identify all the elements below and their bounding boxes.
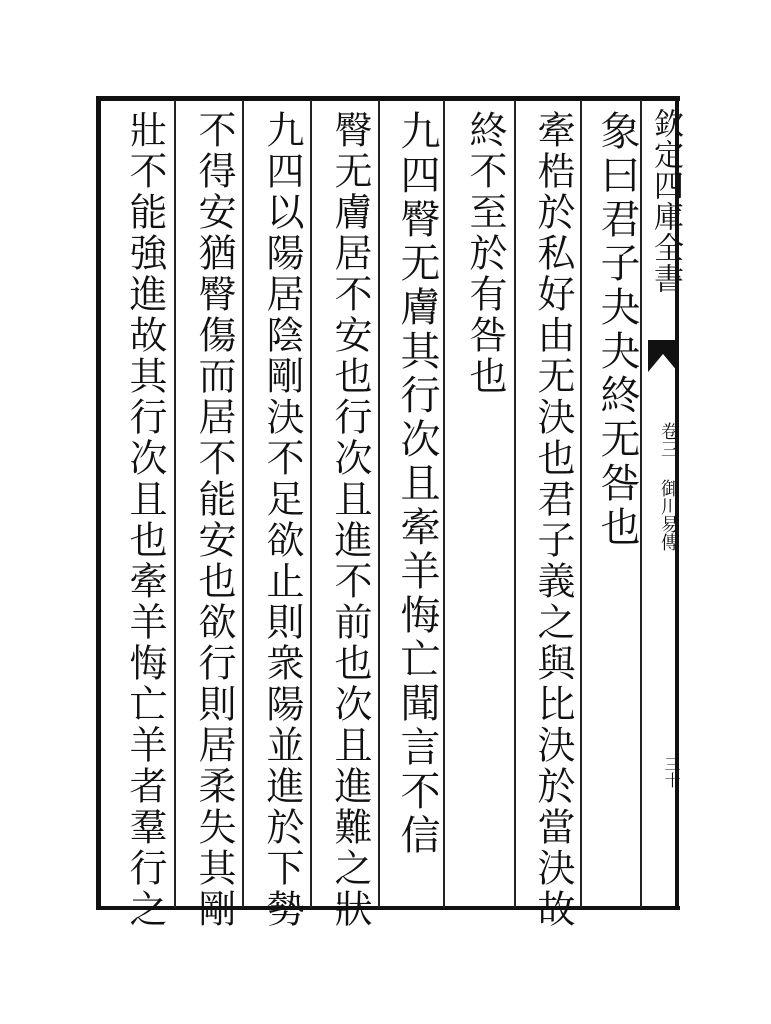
frame-top-border bbox=[96, 96, 680, 101]
text-column-5: 臀无膚居不安也行次且進不前也次且進難之狀 bbox=[328, 110, 372, 930]
text-column-1: 象曰君子夬夬終无咎也 bbox=[594, 110, 640, 550]
margin-page-number: 三十 bbox=[662, 756, 681, 788]
margin-juan bbox=[648, 422, 678, 551]
text-column-4: 九四臀无膚其行次且牽羊悔亡聞言不信 bbox=[394, 110, 440, 858]
margin-juan-label: 卷三 bbox=[658, 422, 679, 458]
text-column-2: 牽梏於私好由无決也君子義之與比決於當決故 bbox=[531, 110, 575, 930]
column-rule bbox=[174, 100, 176, 908]
column-rule bbox=[310, 100, 312, 908]
column-rule bbox=[378, 100, 380, 908]
text-column-6: 九四以陽居陰剛決不足欲止則衆陽並進於下勢 bbox=[260, 110, 304, 930]
column-rule bbox=[242, 100, 244, 908]
text-column-3: 終不至於有咎也 bbox=[463, 110, 507, 397]
column-rule bbox=[514, 100, 516, 908]
text-column-7: 不得安猶臀傷而居不能安也欲行則居柔失其剛 bbox=[192, 110, 236, 930]
frame-left-border bbox=[96, 96, 101, 910]
fishtail-mark-icon bbox=[648, 340, 678, 372]
column-rule bbox=[443, 100, 445, 908]
margin-book-abbrev: 御川易傳 bbox=[658, 479, 679, 551]
margin-title: 欽定四庫全書 bbox=[648, 108, 683, 294]
text-column-8: 壯不能強進故其行次且也牽羊悔亡羊者羣行之 bbox=[123, 110, 167, 930]
